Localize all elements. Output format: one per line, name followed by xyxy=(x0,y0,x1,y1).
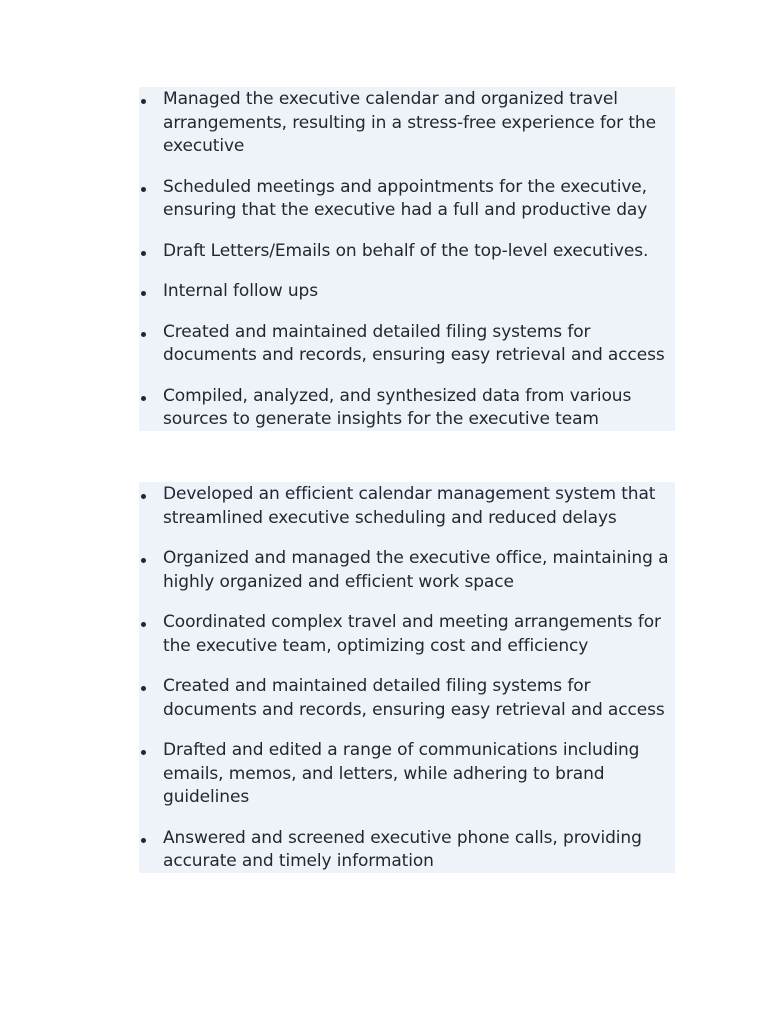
bullet-list-block-2 xyxy=(139,482,675,873)
list-item-text: Answered and screened executive phone calls, providing accurate and timely information xyxy=(163,827,642,871)
bullet-icon xyxy=(141,332,146,337)
list-item xyxy=(139,739,675,810)
bullet-list-block-1 xyxy=(139,87,675,431)
list-item-text: Compiled, analyzed, and synthesized data from various sources to generate insights for the executive team xyxy=(163,385,632,429)
bullet-icon xyxy=(141,291,146,296)
bullet-list xyxy=(139,87,675,432)
list-item-text: Internal follow ups xyxy=(163,281,318,301)
list-item-text: Coordinated complex travel and meeting arrangements for the executive team, optimizing cost and efficiency xyxy=(163,612,661,656)
list-item xyxy=(139,321,675,368)
list-item xyxy=(139,280,675,304)
list-item-text: Draft Letters/Emails on behalf of the top-level executives. xyxy=(163,240,649,261)
bullet-icon xyxy=(141,494,146,499)
list-item-text: Drafted and edited a range of communications including emails, memos, and letters, while adhering to brand guidelines xyxy=(163,740,640,807)
list-item-text: Created and maintained detailed filing systems for documents and records, ensuring easy retrieval and access xyxy=(163,676,665,720)
bullet-icon xyxy=(141,251,146,256)
list-item xyxy=(139,176,675,223)
list-item-text: Organized and managed the executive office, maintaining a highly organized and efficient work space xyxy=(163,548,669,592)
bullet-icon xyxy=(141,187,146,192)
list-item xyxy=(139,547,675,594)
list-item-text: Created and maintained detailed filing systems for documents and records, ensuring easy retrieval and access xyxy=(163,321,665,365)
list-item xyxy=(139,827,675,874)
bullet-icon xyxy=(141,396,146,401)
list-item-text: Scheduled meetings and appointments for the executive, ensuring that the executive had a full and productive day xyxy=(163,176,648,220)
bullet-icon xyxy=(141,838,146,843)
bullet-icon xyxy=(141,622,146,627)
list-item xyxy=(139,88,675,159)
list-item xyxy=(139,483,675,530)
list-item-text: Developed an efficient calendar management system that streamlined executive scheduling and reduced delays xyxy=(163,484,656,528)
bullet-icon xyxy=(141,750,146,755)
bullet-icon xyxy=(141,686,146,691)
list-item xyxy=(139,385,675,432)
bullet-icon xyxy=(141,558,146,563)
bullet-list xyxy=(139,482,675,874)
list-item xyxy=(139,675,675,722)
list-item xyxy=(139,240,675,264)
bullet-icon xyxy=(141,99,146,104)
list-item xyxy=(139,611,675,658)
list-item-text: Managed the executive calendar and organized travel arrangements, resulting in a stress-free experience for the executive xyxy=(163,89,656,156)
